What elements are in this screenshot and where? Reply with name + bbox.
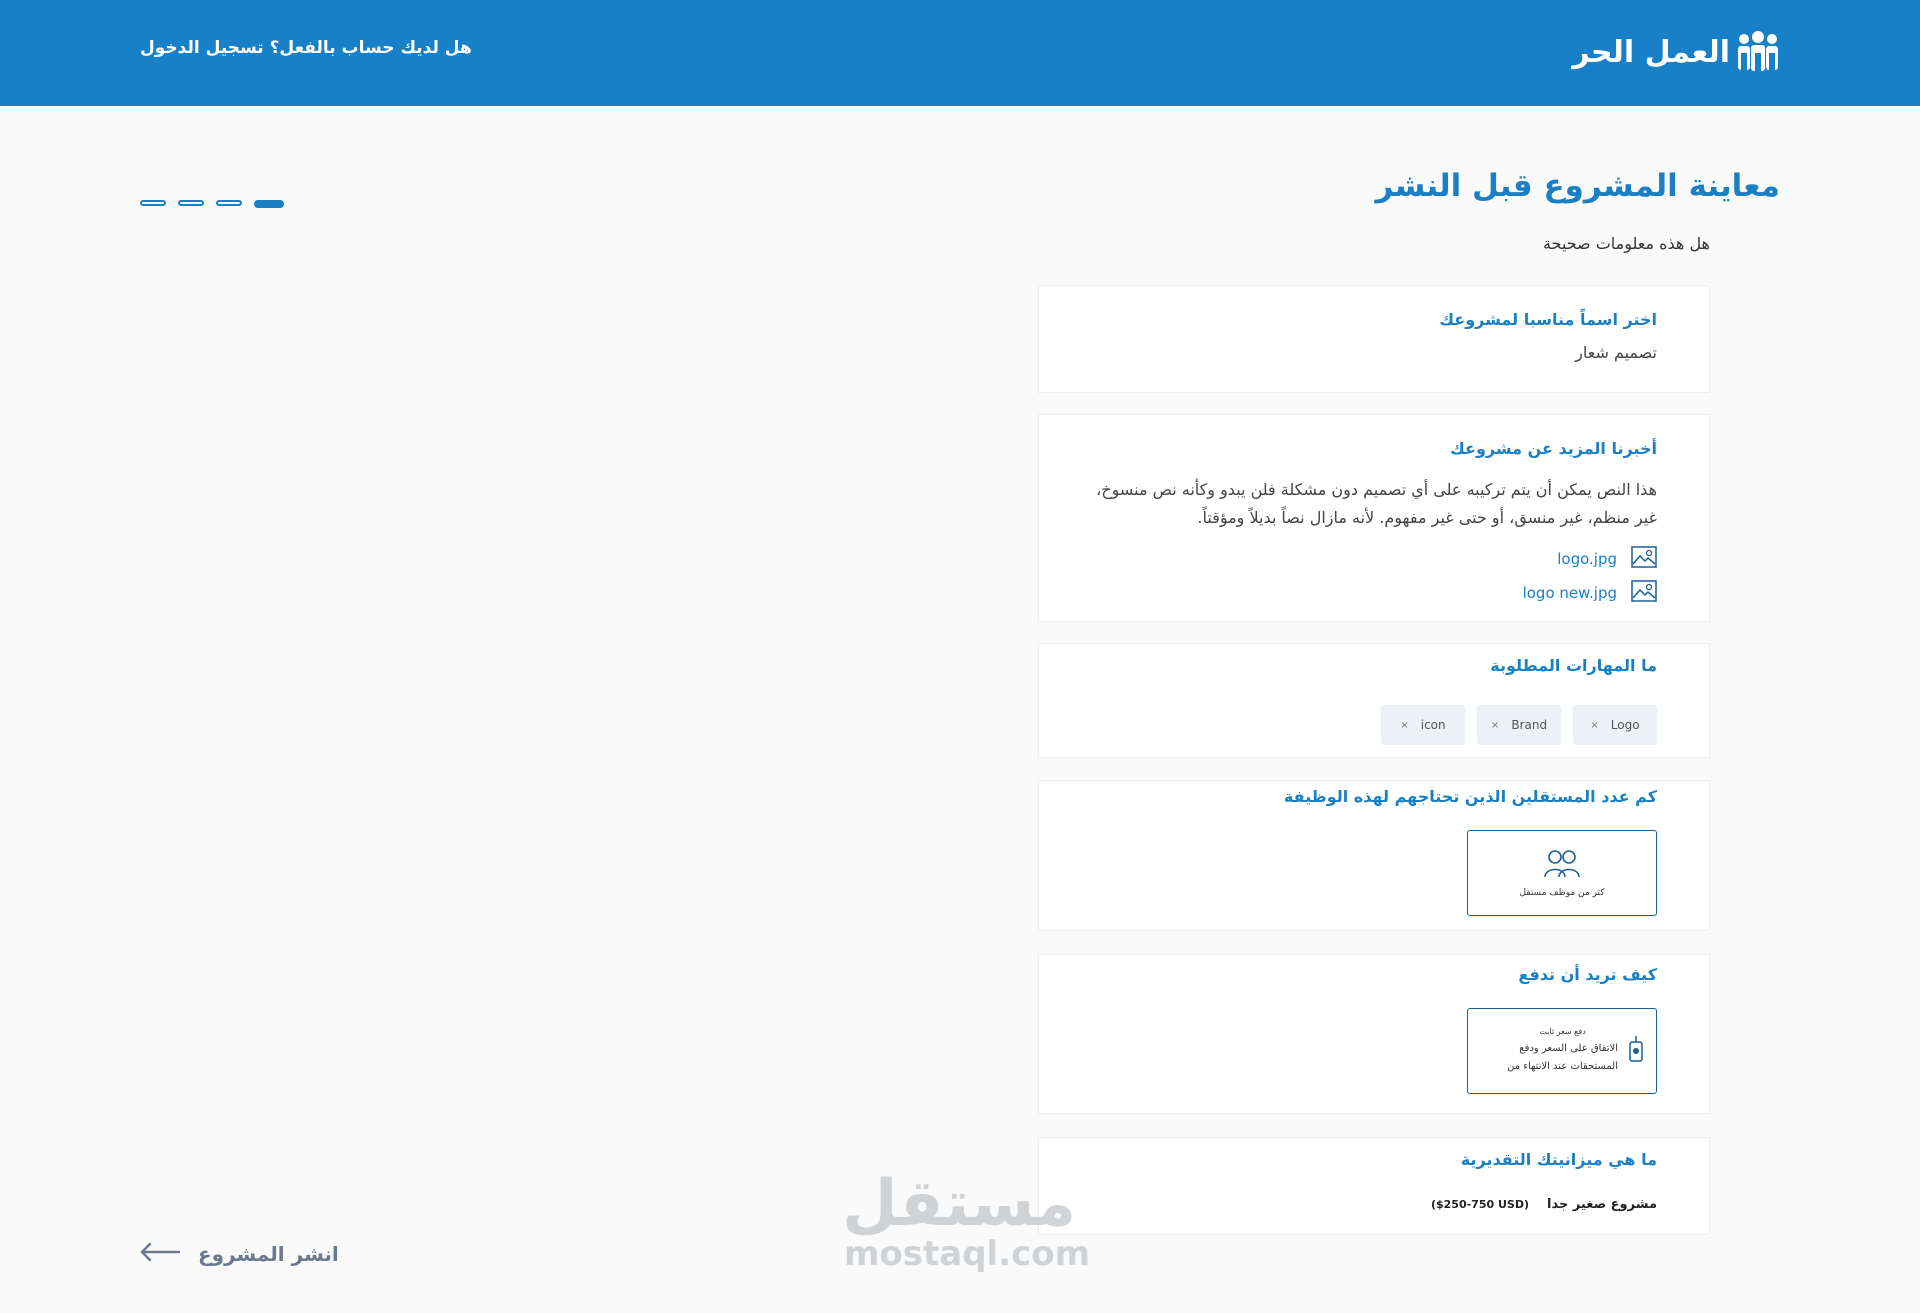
step-indicator <box>140 200 284 208</box>
image-file-icon <box>1631 580 1657 606</box>
skills-label: ما المهارات المطلوبة <box>1490 656 1657 675</box>
skills-list <box>1091 705 1657 745</box>
project-name-label: اختر اسماً مناسبا لمشروعك <box>1439 310 1657 329</box>
freelancers-label: كم عدد المستقلين الذين تحتاجهم لهذه الوظيفة <box>1283 787 1657 806</box>
budget-size: مشروع صغير جدا <box>1546 1197 1657 1212</box>
option-desc-line1: الاتفاق على السعر ودفع <box>1519 1042 1618 1054</box>
watermark-latin: mostaql.com <box>844 1234 1091 1274</box>
two-users-icon <box>1543 848 1581 882</box>
option-label: كثر من موظف مستقل <box>1519 888 1605 898</box>
watermark-arabic: مستقل <box>841 1167 1076 1241</box>
logo-text: العمل الحر <box>1572 35 1730 70</box>
option-title: دفع سعر ثابت <box>1539 1026 1586 1036</box>
fixed-price-text <box>1507 1027 1618 1076</box>
remove-icon[interactable]: × <box>1400 719 1409 731</box>
page-subtitle: هل هذه معلومات صحيحة <box>1542 234 1710 253</box>
step-4 <box>140 200 166 206</box>
publish-label: انشر المشروع <box>198 1242 339 1266</box>
remove-icon[interactable]: × <box>1490 719 1500 731</box>
skill-chip[interactable] <box>1477 705 1561 745</box>
step-3 <box>178 200 204 206</box>
description-label: أخبرنا المزيد عن مشروعك <box>1450 439 1657 458</box>
project-name-value: تصميم شعار <box>1575 343 1657 362</box>
image-file-icon <box>1631 546 1657 572</box>
skill-chip-label: icon <box>1420 718 1446 732</box>
freelancers-card <box>1038 780 1710 931</box>
page-title: معاينة المشروع قبل النشر <box>1375 168 1780 204</box>
budget-value <box>1091 1197 1657 1212</box>
top-header <box>0 0 1920 106</box>
budget-card <box>1038 1137 1710 1235</box>
description-card <box>1038 414 1710 622</box>
payment-card <box>1038 954 1710 1114</box>
remove-icon[interactable]: × <box>1590 719 1599 731</box>
skill-chip-label: Brand <box>1511 718 1548 732</box>
attachment-name: logo new.jpg <box>1522 584 1617 602</box>
people-icon <box>1736 31 1780 75</box>
skill-chip-label: Logo <box>1610 718 1640 732</box>
fixed-price-option[interactable] <box>1467 1008 1657 1094</box>
skill-chip[interactable] <box>1573 705 1657 745</box>
skills-card <box>1038 643 1710 758</box>
brand-logo[interactable] <box>1572 28 1780 78</box>
arrow-left-icon <box>140 1243 180 1265</box>
watermark <box>841 1167 1091 1274</box>
attachment-item[interactable] <box>1091 546 1657 572</box>
project-name-card <box>1038 285 1710 393</box>
login-link[interactable]: هل لديك حساب بالفعل؟ تسجيل الدخول <box>140 38 472 58</box>
budget-range: ($250-750 USD) <box>1430 1198 1529 1211</box>
description-text: هذا النص يمكن أن يتم تركيبه على أي تصميم دون مشكلة فلن يبدو وكأنه نص منسوخ، غير منظم، غير منسق، أو حتى غير مفهوم. لأنه مازال نصاً بديلاً ومؤقتاً. <box>1096 480 1657 527</box>
step-2 <box>216 200 242 206</box>
budget-label: ما هي ميزانيتك التقديرية <box>1460 1150 1657 1169</box>
skill-chip[interactable] <box>1381 705 1465 745</box>
step-1-current <box>254 200 284 208</box>
publish-button[interactable] <box>140 1242 339 1266</box>
option-desc-line2: المستحقات عند الانتهاء من <box>1507 1060 1618 1072</box>
attachment-name: logo.jpg <box>1557 550 1617 568</box>
attachment-item[interactable] <box>1091 580 1657 606</box>
payment-label: كيف تريد أن تدفع <box>1518 965 1657 984</box>
price-tag-icon <box>1628 1035 1644 1067</box>
multiple-freelancers-option[interactable] <box>1467 830 1657 916</box>
